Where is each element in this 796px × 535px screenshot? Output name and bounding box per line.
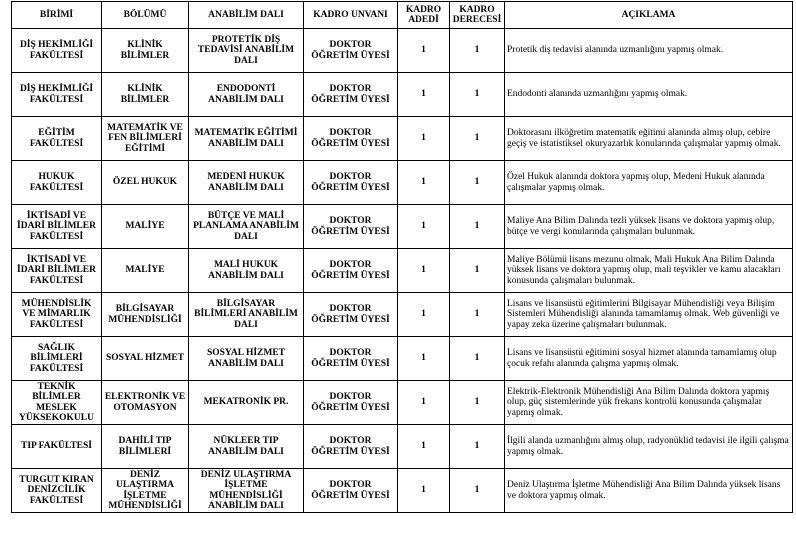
cell-aciklama: Lisans ve lisansüstü eğitimini sosyal hizmet alanında tamamlamış olup çocuk refahı alanında çalışma yapmış olmak. [505, 337, 793, 381]
cell-anabilim-dali: PROTETİK DİŞ TEDAVİSİ ANABİLİM DALI [189, 29, 304, 73]
cell-kadro-derecesi: 1 [450, 469, 505, 513]
cell-kadro-unvani: DOKTOR ÖĞRETİM ÜYESİ [304, 29, 398, 73]
cell-kadro-unvani: DOKTOR ÖĞRETİM ÜYESİ [304, 381, 398, 425]
cell-kadro-derecesi: 1 [450, 73, 505, 117]
table-row [12, 161, 793, 205]
cell-aciklama: Doktorasını ilköğretim matematik eğitimi alanında almış olup, cebire geçiş ve istatistiksel okuryazarlık konularında çalışmalar yapmış olmak. [505, 117, 793, 161]
cell-kadro-derecesi: 1 [450, 161, 505, 205]
cell-anabilim-dali: BÜTÇE VE MALİ PLANLAMA ANABİLİM DALI [189, 205, 304, 249]
cell-aciklama: Endodonti alanında uzmanlığını yapmış olmak. [505, 73, 793, 117]
cell-birimi: DİŞ HEKİMLİĞİ FAKÜLTESİ [12, 73, 102, 117]
table-row [12, 337, 793, 381]
cell-kadro-derecesi: 1 [450, 249, 505, 293]
cell-kadro-unvani: DOKTOR ÖĞRETİM ÜYESİ [304, 73, 398, 117]
cell-kadro-derecesi: 1 [450, 29, 505, 73]
cell-bolumu: KLİNİK BİLİMLER [102, 29, 189, 73]
cell-kadro-adedi: 1 [398, 73, 450, 117]
table-row [12, 117, 793, 161]
header-anabilim-dali: ANABİLİM DALI [189, 2, 304, 29]
table-row [12, 293, 793, 337]
cell-birimi: EĞİTİM FAKÜLTESİ [12, 117, 102, 161]
cell-bolumu: MALİYE [102, 249, 189, 293]
cell-bolumu: SOSYAL HİZMET [102, 337, 189, 381]
cell-anabilim-dali: BİLGİSAYAR BİLİMLERİ ANABİLİM DALI [189, 293, 304, 337]
table-row [12, 381, 793, 425]
cell-bolumu: DAHİLİ TIP BİLİMLERİ [102, 425, 189, 469]
cell-kadro-unvani: DOKTOR ÖĞRETİM ÜYESİ [304, 337, 398, 381]
cell-aciklama: Maliye Bölümü lisans mezunu olmak, Mali Hukuk Ana Bilim Dalında yüksek lisans ve doktora yapmış olup, mali teşvikler ve kamu alacakları konusunda çalışmaları bulunmak. [505, 249, 793, 293]
header-kadro-adedi: KADRO ADEDİ [398, 2, 450, 29]
table-row [12, 249, 793, 293]
table-body [12, 29, 793, 513]
header-kadro-unvani: KADRO UNVANI [304, 2, 398, 29]
cell-kadro-unvani: DOKTOR ÖĞRETİM ÜYESİ [304, 117, 398, 161]
cell-kadro-derecesi: 1 [450, 293, 505, 337]
kadro-table [11, 1, 793, 513]
cell-birimi: DİŞ HEKİMLİĞİ FAKÜLTESİ [12, 29, 102, 73]
cell-bolumu: ELEKTRONİK VE OTOMASYON [102, 381, 189, 425]
cell-anabilim-dali: MATEMATİK EĞİTİMİ ANABİLİM DALI [189, 117, 304, 161]
cell-kadro-adedi: 1 [398, 249, 450, 293]
cell-birimi: MÜHENDİSLİK VE MİMARLIK FAKÜLTESİ [12, 293, 102, 337]
cell-aciklama: Protetik diş tedavisi alanında uzmanlığını yapmış olmak. [505, 29, 793, 73]
cell-kadro-adedi: 1 [398, 381, 450, 425]
table-row [12, 29, 793, 73]
cell-aciklama: İlgili alanda uzmanlığını almış olup, radyonüklid tedavisi ile ilgili çalışma yapmış olmak. [505, 425, 793, 469]
table-row [12, 205, 793, 249]
cell-aciklama: Özel Hukuk alanında doktora yapmış olup, Medeni Hukuk alanında çalışmalar yapmış olmak. [505, 161, 793, 205]
cell-anabilim-dali: MEKATRONİK PR. [189, 381, 304, 425]
cell-bolumu: MALİYE [102, 205, 189, 249]
cell-birimi: TURGUT KIRAN DENİZCİLİK FAKÜLTESİ [12, 469, 102, 513]
cell-bolumu: MATEMATİK VE FEN BİLİMLERİ EĞİTİMİ [102, 117, 189, 161]
cell-aciklama: Deniz Ulaştırma İşletme Mühendisliği Ana Bilim Dalında yüksek lisans ve doktora yapmış olmak. [505, 469, 793, 513]
cell-anabilim-dali: ENDODONTİ ANABİLİM DALI [189, 73, 304, 117]
cell-birimi: SAĞLIK BİLİMLERİ FAKÜLTESİ [12, 337, 102, 381]
cell-kadro-unvani: DOKTOR ÖĞRETİM ÜYESİ [304, 425, 398, 469]
cell-anabilim-dali: SOSYAL HİZMET ANABİLİM DALI [189, 337, 304, 381]
cell-kadro-adedi: 1 [398, 337, 450, 381]
table-row [12, 73, 793, 117]
cell-kadro-adedi: 1 [398, 161, 450, 205]
cell-anabilim-dali: MALİ HUKUK ANABİLİM DALI [189, 249, 304, 293]
cell-birimi: TEKNİK BİLİMLER MESLEK YÜKSEKOKULU [12, 381, 102, 425]
table-header [12, 2, 793, 29]
header-row [12, 2, 793, 29]
cell-kadro-adedi: 1 [398, 469, 450, 513]
cell-kadro-adedi: 1 [398, 425, 450, 469]
cell-aciklama: Maliye Ana Bilim Dalında tezli yüksek lisans ve doktora yapmış olup, bütçe ve vergi konularında çalışmaları bulunmak. [505, 205, 793, 249]
cell-aciklama: Lisans ve lisansüstü eğitimlerini Bilgisayar Mühendisliği veya Bilişim Sistemleri Mühendisliği alanında tamamlamış olmak. Web güvenliği ve yapay zeka üzerine çalışmaları bulunmak. [505, 293, 793, 337]
cell-kadro-adedi: 1 [398, 205, 450, 249]
header-bolumu: BÖLÜMÜ [102, 2, 189, 29]
cell-kadro-unvani: DOKTOR ÖĞRETİM ÜYESİ [304, 469, 398, 513]
cell-anabilim-dali: DENİZ ULAŞTIRMA İŞLETME MÜHENDİSLİĞİ ANABİLİM DALI [189, 469, 304, 513]
cell-bolumu: KLİNİK BİLİMLER [102, 73, 189, 117]
cell-birimi: İKTİSADİ VE İDARİ BİLİMLER FAKÜLTESİ [12, 249, 102, 293]
cell-kadro-derecesi: 1 [450, 117, 505, 161]
cell-kadro-unvani: DOKTOR ÖĞRETİM ÜYESİ [304, 205, 398, 249]
header-birimi: BİRİMİ [12, 2, 102, 29]
cell-bolumu: DENİZ ULAŞTIRMA İŞLETME MÜHENDİSLİĞİ [102, 469, 189, 513]
cell-aciklama: Elektrik-Elektronik Mühendisliği Ana Bilim Dalında doktora yapmış olup, güç sistemlerinde yük frekans kontrolü konusunda çalışmalar yapmış olmak. [505, 381, 793, 425]
cell-birimi: TIP FAKÜLTESİ [12, 425, 102, 469]
cell-kadro-adedi: 1 [398, 117, 450, 161]
cell-kadro-adedi: 1 [398, 293, 450, 337]
cell-anabilim-dali: NÜKLEER TIP ANABİLİM DALI [189, 425, 304, 469]
cell-birimi: HUKUK FAKÜLTESİ [12, 161, 102, 205]
table-row [12, 425, 793, 469]
cell-bolumu: BİLGİSAYAR MÜHENDİSLİĞİ [102, 293, 189, 337]
cell-kadro-unvani: DOKTOR ÖĞRETİM ÜYESİ [304, 249, 398, 293]
cell-kadro-derecesi: 1 [450, 205, 505, 249]
header-kadro-derecesi: KADRO DERECESİ [450, 2, 505, 29]
cell-kadro-unvani: DOKTOR ÖĞRETİM ÜYESİ [304, 161, 398, 205]
cell-kadro-adedi: 1 [398, 29, 450, 73]
cell-kadro-derecesi: 1 [450, 381, 505, 425]
cell-kadro-derecesi: 1 [450, 425, 505, 469]
cell-birimi: İKTİSADİ VE İDARİ BİLİMLER FAKÜLTESİ [12, 205, 102, 249]
cell-anabilim-dali: MEDENİ HUKUK ANABİLİM DALI [189, 161, 304, 205]
cell-kadro-unvani: DOKTOR ÖĞRETİM ÜYESİ [304, 293, 398, 337]
cell-bolumu: ÖZEL HUKUK [102, 161, 189, 205]
table-row [12, 469, 793, 513]
header-aciklama: AÇIKLAMA [505, 2, 793, 29]
cell-kadro-derecesi: 1 [450, 337, 505, 381]
